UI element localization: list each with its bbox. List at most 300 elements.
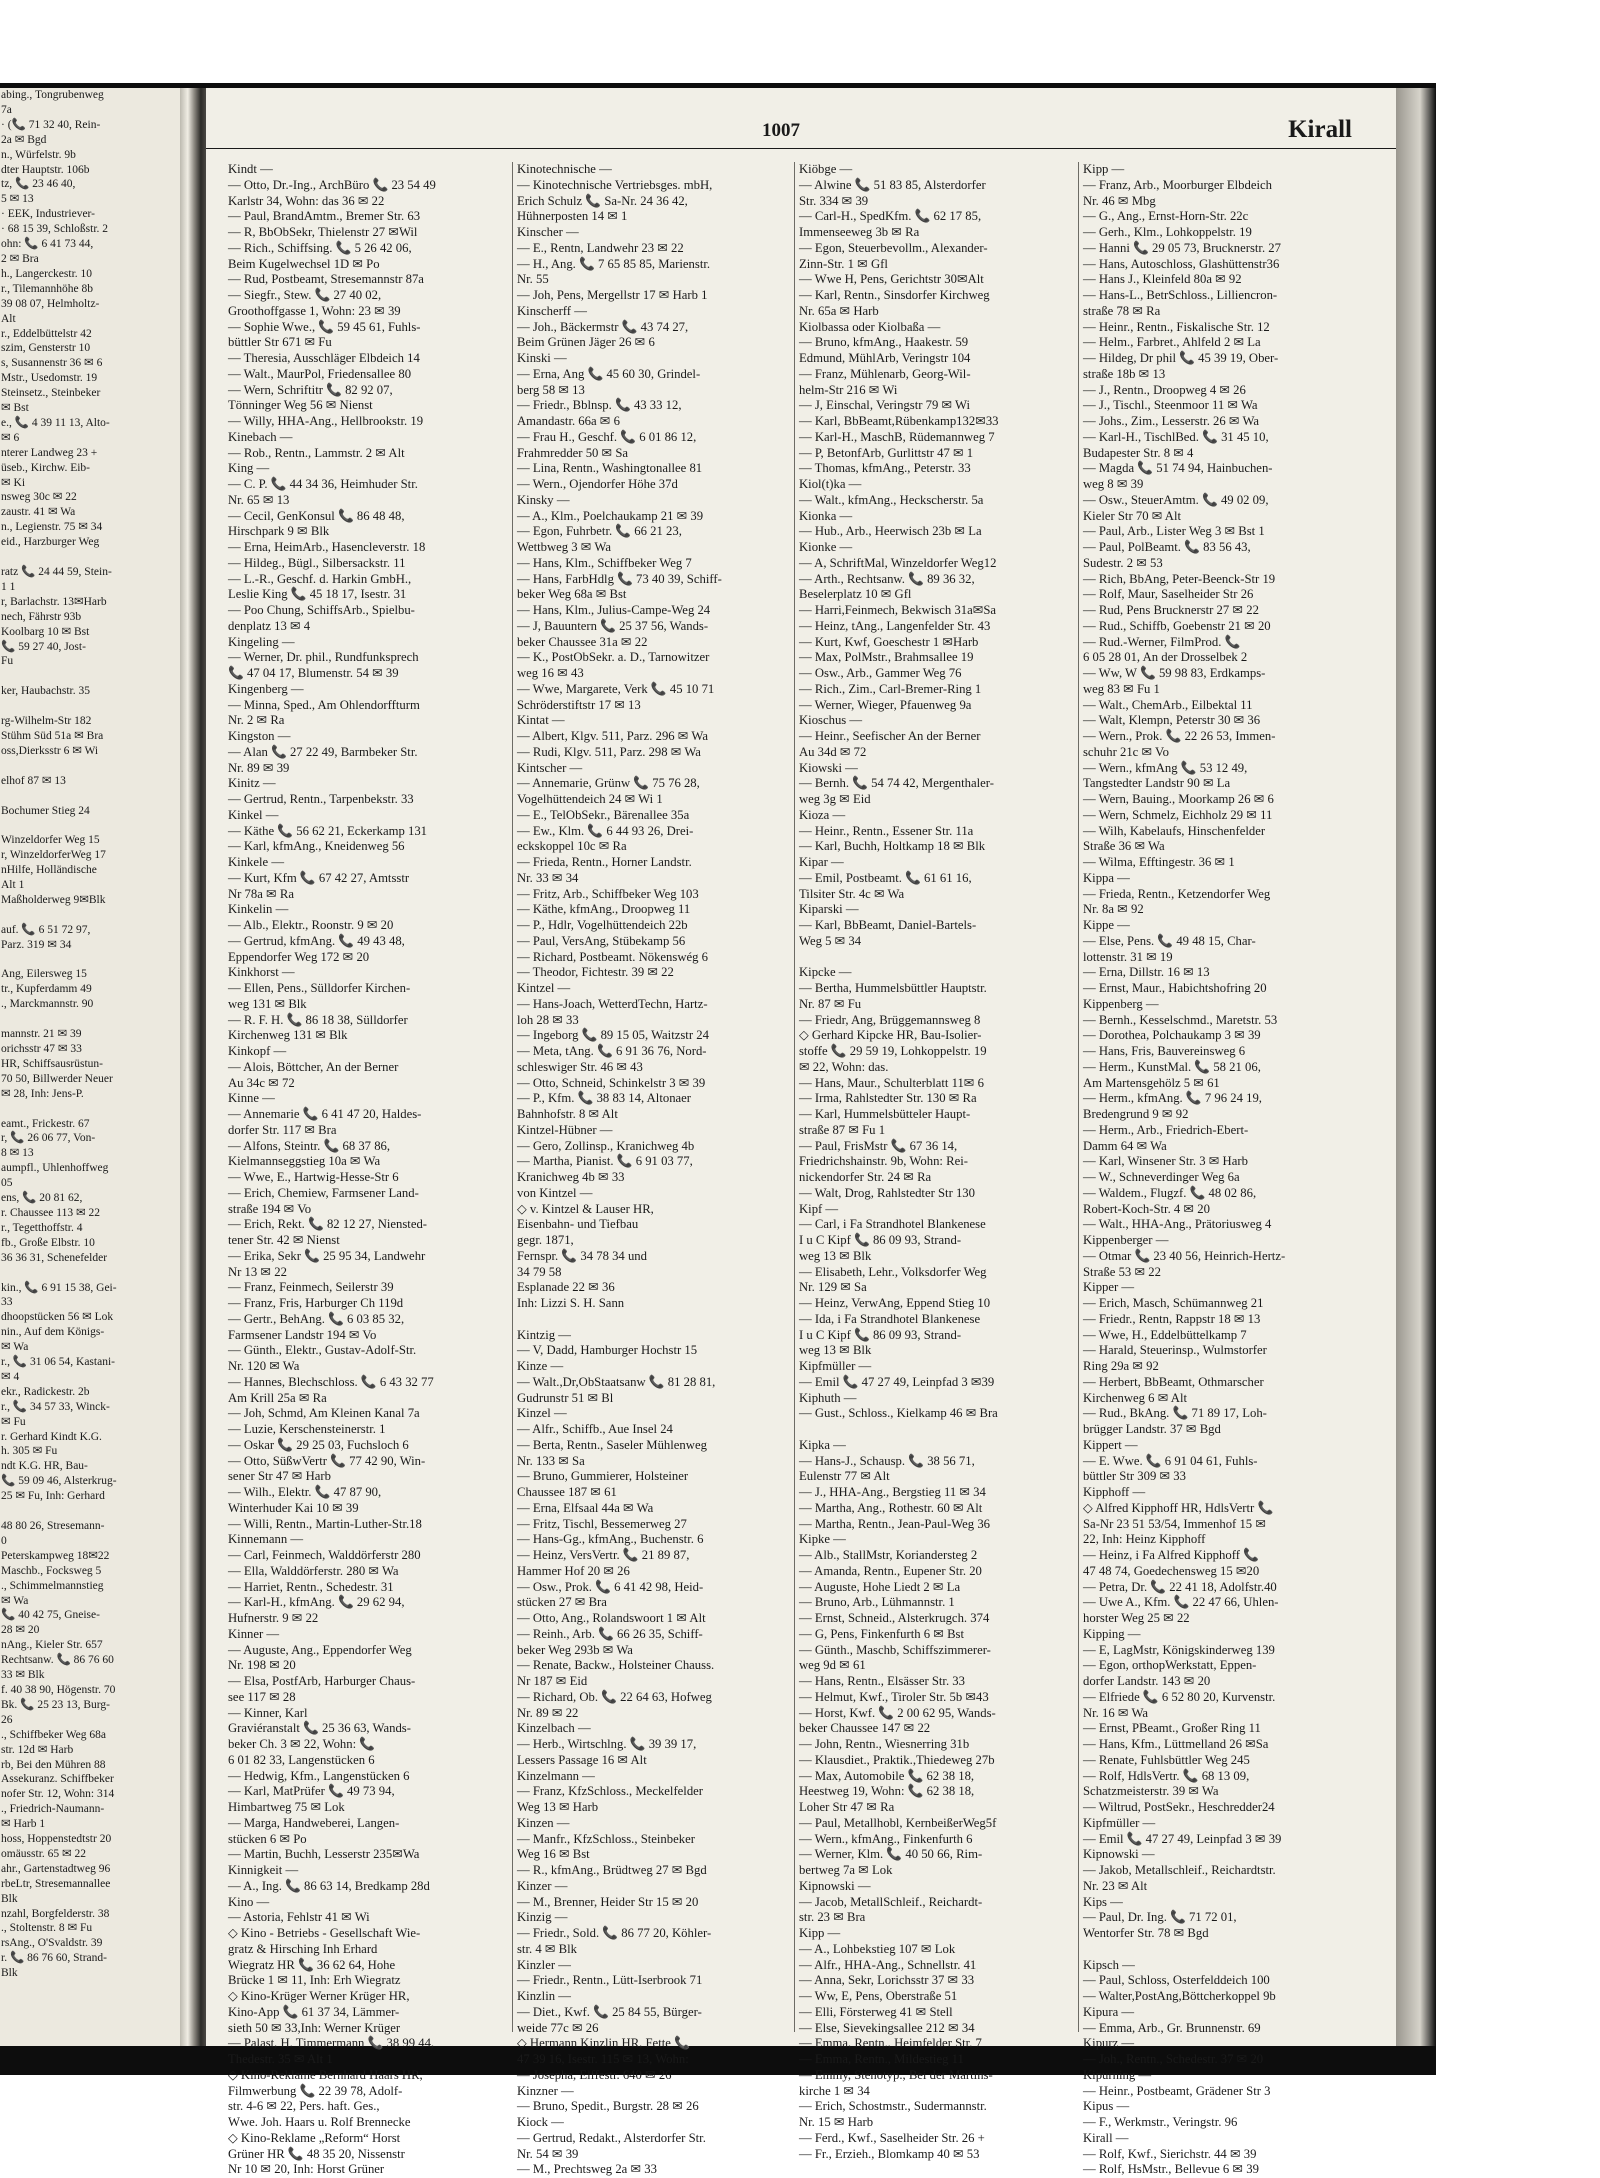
directory-entry-line: — R. F. H. 📞 86 18 38, Sülldorfer — [228, 1012, 408, 1027]
directory-entry-line: — E., TelObSekr., Bärenallee 35a — [517, 807, 690, 822]
directory-entry-line: Nr. 120 ✉ Wa — [228, 1359, 300, 1373]
directory-entry-line: Beselerplatz 10 ✉ Gfl — [799, 587, 912, 602]
previous-page-line: zaustr. 41 ✉ Wa — [1, 506, 76, 519]
directory-entry-line: — Ellen, Pens., Sülldorfer Kirchen- — [228, 981, 411, 995]
previous-page-line: Blk — [1, 1892, 18, 1905]
directory-entry-line: — Lina, Rentn., Washingtonallee 81 — [517, 461, 703, 476]
directory-entry-line: Kipphoff — — [1083, 1485, 1146, 1499]
directory-entry-line: Am Krill 25a ✉ Ra — [228, 1390, 327, 1405]
directory-entry-line: Kirall — — [1083, 2130, 1129, 2145]
directory-entry-line: — Theodor, Fichtestr. 39 ✉ 22 — [517, 965, 674, 980]
directory-entry-line: Kielmannseggstieg 10a ✉ Wa — [228, 1154, 381, 1169]
directory-entry-line: Kippenberg — — [1083, 996, 1159, 1011]
directory-entry-line: Zinn-Str. 1 ✉ Gfl — [799, 256, 888, 271]
previous-page-line: ekr., Radickestr. 2b — [1, 1385, 90, 1398]
directory-entry-line: — J., HHA-Ang., Bergstieg 11 ✉ 34 — [799, 1485, 986, 1499]
directory-entry-line: — Otto, Dr.-Ing., ArchBüro 📞 23 54 49 — [228, 177, 436, 192]
directory-entry-line: — Palast, H. Timmermann 📞 38 99 44, — [228, 2036, 435, 2051]
previous-page-line: Koolbarg 10 ✉ Bst — [1, 625, 90, 638]
directory-entry-line: denplatz 13 ✉ 4 — [228, 618, 311, 633]
directory-entry-line: Kionka — — [799, 508, 853, 523]
directory-entry-line: — Manfr., KfzSchloss., Steinbeker — [517, 1831, 695, 1846]
directory-entry-line: — Gust., Schloss., Kielkamp 46 ✉ Bra — [799, 1406, 998, 1421]
directory-entry-line: — Wern, Bauing., Moorkamp 26 ✉ 6 — [1083, 792, 1274, 806]
previous-page-line: nsweg 30c ✉ 22 — [1, 491, 77, 504]
directory-entry-line: ◇ Kino - Betriebs - Gesellschaft Wie- — [228, 1926, 421, 1940]
directory-entry-line: Kinzler — — [517, 1957, 571, 1972]
previous-page-line: 39 08 07, Helmholtz- — [1, 297, 100, 310]
directory-entry-line: — Jakob, Metallschleif., Reichardtstr. — [1083, 1863, 1276, 1877]
directory-entry-line: — K., PostObSekr. a. D., Tarnowitzer — [517, 650, 710, 665]
directory-entry-line: — Walt., ChemArb., Eilbektal 11 — [1083, 697, 1253, 712]
directory-entry-line: — Hedwig, Kfm., Langenstücken 6 — [228, 1768, 410, 1783]
directory-entry-line: — Karl, BbBeamt, Daniel-Bartels- — [799, 918, 977, 932]
directory-entry-line: büttler Str 309 ✉ 33 — [1083, 1469, 1186, 1484]
previous-page-line: n., Legienstr. 75 ✉ 34 — [1, 521, 103, 534]
previous-page-line: 1 1 — [1, 580, 16, 593]
directory-entry-line: Kippe — — [1083, 918, 1130, 932]
directory-entry-line: — Herbert, BbBeamt, Othmarscher — [1083, 1374, 1264, 1389]
directory-entry-line: — Paul, PolBeamt. 📞 83 56 43, — [1083, 540, 1251, 554]
directory-entry-line: — Wern., kfmAng 📞 53 12 49, — [1083, 760, 1248, 775]
directory-entry-line: — Karl, Hummelsbütteler Haupt- — [799, 1107, 971, 1121]
directory-entry-line: — Gertrud, Rentn., Tarpenbekstr. 33 — [228, 792, 414, 806]
previous-page-line: Parz. 319 ✉ 34 — [1, 938, 72, 951]
directory-entry-line: — Paul, FrisMstr 📞 67 36 14, — [799, 1138, 958, 1153]
directory-entry-line: Kinzlin — — [517, 1989, 571, 2003]
previous-page-line: ens, 📞 20 81 62, — [1, 1192, 83, 1205]
directory-entry-line: — Werner, Klm. 📞 40 50 66, Rim- — [799, 1847, 983, 1862]
directory-entry-line: Nr. 23 ✉ Alt — [1083, 1878, 1148, 1893]
directory-entry-line: King — — [228, 461, 270, 476]
directory-entry-line: kirche 1 ✉ 34 — [799, 2083, 870, 2098]
directory-entry-line: — Walt, Klempn, Peterstr 30 ✉ 36 — [1083, 713, 1261, 728]
directory-entry-line: — Herm., kfmAng. 📞 7 96 24 19, — [1083, 1091, 1262, 1106]
directory-entry-line: lottenstr. 31 ✉ 19 — [1083, 949, 1173, 964]
directory-entry-line: straße 194 ✉ Vo — [228, 1201, 312, 1216]
directory-entry-line: — Hildeg., Bügl., Silbersackstr. 11 — [228, 555, 406, 570]
directory-entry-line: — Berta, Rentn., Saseler Mühlenweg — [517, 1437, 707, 1452]
directory-entry-line: Kipper — — [1083, 1280, 1135, 1295]
directory-entry-line: Karlstr 34, Wohn: das 36 ✉ 22 — [228, 193, 385, 208]
previous-page-line: fb., Große Elbstr. 10 — [1, 1236, 95, 1249]
previous-page-line: nterer Landweg 23 + — [1, 446, 98, 459]
previous-page-line: Alt 1 — [1, 879, 25, 892]
directory-entry-line: — Karl, kfmAng., Kneidenweg 56 — [228, 839, 405, 854]
directory-entry-line: 📞 47 04 17, Blumenstr. 54 ✉ 39 — [228, 666, 399, 680]
previous-page-line: r., 📞 31 06 54, Kastani- — [1, 1356, 115, 1369]
directory-entry-line: — Osw., SteuerAmtm. 📞 49 02 09, — [1083, 492, 1269, 507]
directory-entry-line: Hühnerposten 14 ✉ 1 — [517, 209, 628, 224]
previous-page-line: e., 📞 4 39 11 13, Alto- — [1, 416, 110, 429]
directory-entry-line: Kingeling — — [228, 634, 295, 649]
directory-entry-line: — Frau H., Geschf. 📞 6 01 86 12, — [517, 429, 697, 444]
directory-entry-line: — Richard, Postbeamt. Nökenswég 6 — [517, 949, 708, 964]
directory-entry-line: Kipf — — [799, 1201, 839, 1216]
directory-entry-line: — Franz, Mühlenarb, Georg-Wil- — [799, 366, 971, 381]
directory-entry-line: — Anna, Sekr, Lorichsstr 37 ✉ 33 — [799, 1973, 975, 1988]
directory-entry-line: — V, Dadd, Hamburger Hochstr 15 — [517, 1343, 698, 1358]
directory-entry-line: — Alfr., HHA-Ang., Schnellstr. 41 — [799, 1957, 977, 1972]
directory-entry-line: — Ernst, Maur., Habichtshofring 20 — [1083, 981, 1267, 995]
directory-entry-line: Eulenstr 77 ✉ Alt — [799, 1469, 890, 1484]
directory-entry-line: Damm 64 ✉ Wa — [1083, 1138, 1167, 1153]
directory-entry-line: — P., Kfm. 📞 38 83 14, Altonaer — [517, 1091, 692, 1106]
directory-entry-line: Ring 29a ✉ 92 — [1083, 1359, 1159, 1373]
directory-entry-line: straße 18b ✉ 13 — [1083, 366, 1166, 381]
directory-entry-line: — Karl, Buchh, Holtkamp 18 ✉ Blk — [799, 839, 986, 854]
previous-page-line: ✉ Wa — [1, 1341, 29, 1354]
directory-entry-line: Nr. 55 — [517, 272, 549, 287]
directory-entry-line: — G, Pens, Finkenfurth 6 ✉ Bst — [799, 1626, 964, 1641]
directory-entry-line: beker Weg 68a ✉ Bst — [517, 587, 627, 602]
previous-page-line: dhoopstücken 56 ✉ Lok — [1, 1311, 114, 1324]
directory-entry-line: Kiol(t)ka — — [799, 477, 862, 491]
directory-entry-line: Hammer Hof 20 ✉ 26 — [517, 1563, 630, 1578]
directory-entry-line: Wiegratz HR 📞 36 62 64, Hohe — [228, 1957, 396, 1972]
directory-entry-line: — Rolf, HdlsVertr. 📞 68 13 09, — [1083, 1768, 1250, 1783]
directory-entry-line: horster Weg 25 ✉ 22 — [1083, 1611, 1190, 1625]
directory-entry-line: Eisenbahn- und Tiefbau — [517, 1217, 639, 1232]
directory-entry-line: Kiock — — [517, 2115, 564, 2129]
directory-entry-line: — R., kfmAng., Brüdtweg 27 ✉ Bgd — [517, 1863, 707, 1877]
directory-entry-line: Immenseeweg 3b ✉ Ra — [799, 225, 920, 239]
directory-entry-line: Chaussee 187 ✉ 61 — [517, 1485, 617, 1499]
directory-entry-line: Nr. 15 ✉ Harb — [799, 2115, 874, 2129]
directory-entry-line: — Hanni 📞 29 05 73, Brucknerstr. 27 — [1083, 240, 1281, 255]
directory-entry-line: tener Str. 42 ✉ Nienst — [228, 1233, 340, 1247]
directory-entry-line: — Heinr., Rentn., Fiskalische Str. 12 — [1083, 319, 1270, 334]
directory-entry-line: — Wwe H, Pens, Gerichtstr 30✉Alt — [799, 272, 984, 287]
directory-entry-line: Au 34d ✉ 72 — [799, 744, 867, 759]
directory-entry-line: — Karl, MatPrüfer 📞 49 73 94, — [228, 1784, 395, 1799]
directory-entry-line: Hirschpark 9 ✉ Blk — [228, 524, 330, 539]
directory-entry-line: Kinzelbach — — [517, 1721, 591, 1736]
directory-entry-line: ◇ Kino-Reklame Bernhard Haars HR, — [228, 2067, 423, 2082]
previous-page-line: f. 40 38 90, Högenstr. 70 — [1, 1683, 116, 1696]
previous-page-line: r. Chaussee 113 ✉ 22 — [1, 1206, 100, 1219]
directory-entry-line: Kiowski — — [799, 760, 858, 775]
directory-entry-line: Kinsky — — [517, 492, 570, 507]
directory-entry-line: ✉ 22, Wohn: das. — [799, 1059, 889, 1074]
directory-entry-line: — Wilh, Kabelaufs, Hinschenfelder — [1083, 823, 1266, 838]
directory-entry-line: — Klausdiet., Praktik.,Thiedeweg 27b — [799, 1752, 995, 1767]
previous-page-line — [0, 953, 180, 968]
previous-page-line: ✉ Bst — [1, 402, 29, 415]
directory-entry-line: — Magda 📞 51 74 94, Hainbuchen- — [1083, 461, 1273, 476]
directory-entry-line: — Kinner, Karl — [228, 1705, 308, 1720]
previous-page-line: 5 ✉ 13 — [1, 193, 34, 206]
previous-page-line: r, Barlachstr. 13✉Harb — [1, 595, 107, 608]
previous-page-line: r., Eddelbüttelstr 42 — [1, 327, 92, 340]
directory-entry-line: str. 23 ✉ Bra — [799, 1910, 866, 1925]
directory-entry-line: — Ww, E, Pens, Oberstraße 51 — [799, 1989, 958, 2003]
directory-entry-line: — Ww, W 📞 59 98 83, Erdkamps- — [1083, 666, 1266, 680]
directory-entry-line: — Erich, Chemiew, Farmsener Land- — [228, 1185, 419, 1200]
directory-entry-line: Nr 78a ✉ Ra — [228, 886, 294, 901]
directory-entry-line: Kinitz — — [228, 776, 276, 791]
directory-entry-line: — Walt., MaurPol, Friedensallee 80 — [228, 366, 412, 381]
directory-entry-line: Kipus — — [1083, 2099, 1130, 2114]
directory-entry-line: 22, Inh: Heinz Kipphoff — [1083, 1532, 1206, 1547]
directory-entry-line: Thedestr. 35 ✉ Alt 1 — [228, 2052, 333, 2066]
directory-entry-line: — Egon, orthopWerkstatt, Eppen- — [1083, 1658, 1257, 1673]
previous-page-line: HR, Schiffsausrüstun- — [1, 1057, 104, 1070]
previous-page-line — [0, 550, 180, 565]
directory-entry-line: Kinski — — [517, 351, 567, 365]
directory-entry-line: Kinscherff — — [517, 303, 587, 318]
directory-entry-line: — Hans, Klm., Schiffbeker Weg 7 — [517, 555, 692, 570]
directory-entry-line: Farmsener Landstr 194 ✉ Vo — [228, 1327, 377, 1342]
directory-entry-line: — Carl, i Fa Strandhotel Blankenese — [799, 1217, 986, 1232]
previous-page-line — [0, 759, 180, 774]
directory-entry-line: Kingston — — [228, 729, 291, 743]
directory-entry-line: — Rich., Zim., Carl-Bremer-Ring 1 — [799, 681, 982, 696]
directory-entry-line: schuhr 21c ✉ Vo — [1083, 744, 1169, 759]
directory-entry-line: — Meta, tAng. 📞 6 91 36 76, Nord- — [517, 1044, 707, 1058]
directory-entry-line: Heestweg 19, Wohn: 📞 62 38 18, — [799, 1784, 975, 1799]
previous-page-line: rg-Wilhelm-Str 182 — [1, 715, 92, 728]
directory-entry-line: Wettbweg 3 ✉ Wa — [517, 540, 611, 554]
directory-entry-line: Kinebach — — [228, 429, 293, 444]
previous-page-line: Ang, Eilersweg 15 — [1, 968, 87, 981]
directory-entry-line: dorfer Str. 117 ✉ Bra — [228, 1122, 337, 1137]
directory-entry-line: — Else, Pens. 📞 49 48 15, Char- — [1083, 933, 1256, 948]
previous-page-line: Bk. 📞 25 23 13, Burg- — [1, 1698, 110, 1711]
page-number: 1007 — [762, 120, 800, 141]
directory-entry-line: Nr. 65 ✉ 13 — [228, 492, 290, 507]
directory-entry-line: weg 13 ✉ Blk — [799, 1248, 872, 1263]
directory-entry-line: — Karl, Winsener Str. 3 ✉ Harb — [1083, 1154, 1248, 1169]
directory-entry-line: — Rolf, Kwf., Sierichstr. 44 ✉ 39 — [1083, 2146, 1257, 2161]
previous-page-fragment — [0, 88, 180, 2046]
previous-page-line: 📞 59 27 40, Jost- — [1, 640, 86, 653]
directory-entry-line: — Sophie Wwe., 📞 59 45 61, Fuhls- — [228, 319, 421, 334]
directory-entry-line: Nr. 89 ✉ 22 — [517, 1705, 579, 1720]
directory-entry-line: — Rolf, HsMstr., Bellevue 6 ✉ 39 — [1083, 2162, 1259, 2177]
directory-entry-line: — Ella, Walddörferstr. 280 ✉ Wa — [228, 1563, 399, 1578]
directory-entry-line: Kinnemann — — [228, 1532, 304, 1547]
previous-page-line: rbeLtr, Stresemannallee — [1, 1877, 111, 1890]
directory-entry-line: Kipnowski — — [1083, 1847, 1155, 1862]
directory-entry-line: — P., Hdlr, Vogelhüttendeich 22b — [517, 918, 688, 932]
directory-entry-line: sieth 50 ✉ 33,Inh: Werner Krüger — [228, 2020, 401, 2035]
directory-entry-line: weg 16 ✉ 43 — [517, 666, 584, 680]
previous-page-line: Assekuranz. Schiffbeker — [1, 1773, 114, 1786]
directory-entry-line: — C. P. 📞 44 34 36, Heimhuder Str. — [228, 477, 418, 491]
directory-entry-line: Winterhuder Kai 10 ✉ 39 — [228, 1500, 359, 1515]
directory-entry-line: Eppendorfer Weg 172 ✉ 20 — [228, 949, 370, 964]
previous-page-line — [0, 1102, 180, 1117]
previous-page-line: nech, Fährstr 93b — [1, 610, 82, 623]
directory-entry-line: Fernspr. 📞 34 78 34 und — [517, 1248, 647, 1263]
directory-entry-line: — Bruno, kfmAng., Haakestr. 59 — [799, 335, 969, 350]
directory-entry-line: — Emmy, Stenotyp., Bei der Martins- — [799, 2067, 993, 2082]
previous-page-line: ✉ 4 — [1, 1370, 20, 1383]
directory-entry-line: — Franz, KfzSchloss., Meckelfelder — [517, 1784, 704, 1799]
column-3 — [794, 162, 1079, 2161]
directory-entry-line: — F., Werkmstr., Veringstr. 96 — [1083, 2115, 1238, 2129]
directory-entry-line: Kipping — — [1083, 1626, 1141, 1641]
directory-entry-line: — Hans-J., Schausp. 📞 38 56 71, — [799, 1453, 975, 1468]
directory-entry-line: — Gero, Zollinsp., Kranichweg 4b — [517, 1138, 695, 1153]
directory-entry-line: Weg 13 ✉ Harb — [517, 1800, 599, 1814]
book-gutter — [180, 88, 206, 2046]
previous-page-line: ✉ Harb 1 — [1, 1818, 46, 1831]
directory-entry-line: Amandastr. 66a ✉ 6 — [517, 414, 620, 428]
directory-entry-line: weg 13 ✉ Blk — [799, 1343, 872, 1358]
directory-entry-line: gegr. 1871, — [517, 1233, 574, 1247]
directory-entry-line: straße 87 ✉ Fu 1 — [799, 1122, 886, 1137]
directory-entry-line: Straße 36 ✉ Wa — [1083, 839, 1165, 854]
directory-entry-line: Kinzig — — [517, 1910, 568, 1925]
directory-entry-line: — Erich, Rekt. 📞 82 12 27, Niensted- — [228, 1217, 428, 1232]
previous-page-line: Maschb., Focksweg 5 — [1, 1564, 102, 1577]
directory-entry-line: Kinzelmann — — [517, 1768, 595, 1783]
previous-page-line: · EEK, Industriever- — [1, 208, 95, 221]
directory-entry-line: Kintscher — — [517, 760, 583, 775]
directory-entry-line: — Ernst, Schneid., Alsterkrugch. 374 — [799, 1611, 990, 1625]
directory-entry-line: — Annemarie 📞 6 41 47 20, Haldes- — [228, 1107, 422, 1121]
directory-entry-line: weg 3g ✉ Eid — [799, 792, 871, 806]
directory-entry-line: — Egon, Steuerbevollm., Alexander- — [799, 240, 988, 255]
directory-entry-line: — Heinr., Postbeamt, Grädener Str 3 — [1083, 2083, 1271, 2098]
directory-entry-line: Kippert — — [1083, 1437, 1138, 1452]
directory-entry-line: — Hans, Kfm., Lüttmelland 26 ✉Sa — [1083, 1737, 1269, 1751]
directory-entry-line: Kioza — — [799, 807, 846, 822]
directory-entry-line: — A., Lohbekstieg 107 ✉ Lok — [799, 1941, 956, 1956]
directory-entry-line: — A, SchriftMal, Winzeldorfer Weg12 — [799, 555, 997, 570]
previous-page-line: r, WinzeldorferWeg 17 — [1, 849, 106, 862]
directory-entry-line: — Fritz, Tischl, Bessemerweg 27 — [517, 1516, 687, 1531]
directory-entry-line: — Max, Automobile 📞 62 38 18, — [799, 1768, 975, 1783]
previous-page-line: dter Hauptstr. 106b — [1, 163, 90, 176]
directory-entry-line: — Rud, Postbeamt, Stresemannstr 87a — [228, 272, 424, 287]
directory-entry-line: — Bruno, Gummierer, Holsteiner — [517, 1469, 689, 1484]
directory-entry-line: weg 83 ✉ Fu 1 — [1083, 681, 1160, 696]
previous-page-line: eamt., Frickestr. 67 — [1, 1117, 90, 1130]
directory-entry-line: — Walt., HHA-Ang., Prätoriusweg 4 — [1083, 1217, 1272, 1232]
directory-entry-line: Friedrichshainstr. 9b, Wohn: Rei- — [799, 1154, 968, 1169]
directory-entry-line: straße 78 ✉ Ra — [1083, 303, 1161, 318]
previous-page-line — [0, 789, 180, 804]
directory-entry-line: — Wilh., Elektr. 📞 47 87 90, — [228, 1485, 382, 1499]
directory-entry-line: — Gertrud, Redakt., Alsterdorfer Str. — [517, 2130, 706, 2145]
directory-entry-line: — Osw., Prok. 📞 6 41 42 98, Heid- — [517, 1579, 704, 1594]
directory-entry-line: Nr 13 ✉ 22 — [228, 1264, 287, 1279]
directory-entry-line: — Paul, Metallhobl, KernbeißerWeg5f — [799, 1815, 997, 1830]
directory-entry-line: — Rob., Rentn., Lammstr. 2 ✉ Alt — [228, 445, 405, 460]
directory-entry-line: dorfer Landstr. 143 ✉ 20 — [1083, 1674, 1211, 1688]
directory-entry-line: — Wern., Ojendorfer Höhe 37d — [517, 477, 678, 491]
directory-entry-line: — Josepha, Elffestr. 640 ✉ 26 — [517, 2067, 672, 2082]
directory-entry-line: — Bertha, Hummelsbüttler Hauptstr. — [799, 981, 987, 995]
directory-entry-line: — Alb., Elektr., Roonstr. 9 ✉ 20 — [228, 918, 394, 932]
previous-page-line: rb, Bei den Mühren 88 — [1, 1758, 106, 1771]
directory-entry-line: — W., Schneverdinger Weg 6a — [1083, 1170, 1240, 1184]
directory-entry-line: — H., Ang. 📞 7 65 85 85, Marienstr. — [517, 256, 711, 271]
previous-page-line: tr., Kupferdamm 49 — [1, 983, 92, 996]
directory-entry-line: Kinzner — — [517, 2083, 574, 2098]
directory-entry-line: Kinne — — [228, 1091, 275, 1106]
previous-page-line: ✉ Fu — [1, 1415, 26, 1428]
previous-page-line: rsAng., O'Svaldstr. 39 — [1, 1937, 103, 1950]
directory-entry-line: Nr 10 ✉ 20, Inh: Horst Grüner — [228, 2162, 385, 2177]
directory-entry-line: — Wern, Schmelz, Eichholz 29 ✉ 11 — [1083, 807, 1273, 822]
directory-entry-line: — Wern., Prok. 📞 22 26 53, Immen- — [1083, 729, 1276, 743]
directory-entry-line: — Bruno, Spedit., Burgstr. 28 ✉ 26 — [517, 2099, 699, 2114]
directory-entry-line: Nr. 8a ✉ 92 — [1083, 902, 1144, 917]
directory-entry-line: — A., Klm., Poelchaukamp 21 ✉ 39 — [517, 508, 704, 523]
directory-entry-line: — Wwe, Margarete, Verk 📞 45 10 71 — [517, 681, 715, 696]
previous-page-line: eid., Harzburger Weg — [1, 536, 100, 549]
directory-entry-line: Kinzer — — [517, 1878, 568, 1893]
directory-entry-line: Am Martensgehölz 5 ✉ 61 — [1083, 1075, 1220, 1090]
directory-entry-line: — Franz, Arb., Moorburger Elbdeich — [1083, 177, 1272, 192]
directory-entry-line: — Bernh., Kesselschmd., Maretstr. 53 — [1083, 1012, 1278, 1027]
previous-page-line — [0, 1504, 180, 1519]
previous-page-line: r., 📞 34 57 33, Winck- — [1, 1400, 110, 1413]
directory-entry-line: — Wern, Schriftitr 📞 82 92 07, — [228, 382, 393, 397]
directory-entry-line: — Joh., Bäckermstr 📞 43 74 27, — [517, 319, 689, 334]
directory-entry-line: — Heinz, VersVertr. 📞 21 89 87, — [517, 1548, 690, 1562]
directory-entry-line: — Oskar 📞 29 25 03, Fuchsloch 6 — [228, 1437, 409, 1452]
directory-entry-line: — Siegfr., Stew. 📞 27 40 02, — [228, 288, 382, 302]
previous-page-line: auf. 📞 6 51 72 97, — [1, 923, 91, 936]
directory-entry-line: Beim Kugelwechsel 1D ✉ Po — [228, 256, 380, 271]
previous-page-line: Steinsetz., Steinbeker — [1, 387, 101, 400]
directory-entry-line: Kiöbge — — [799, 162, 853, 176]
directory-entry-line: Nr. 2 ✉ Ra — [228, 713, 285, 728]
directory-entry-line: — Joh., Rentn., Schedestr. 37 ✉ 20 — [1083, 2052, 1264, 2066]
directory-entry-line: Str. 334 ✉ 39 — [799, 193, 869, 208]
directory-entry-line: Nr. 46 ✉ Mbg — [1083, 193, 1156, 208]
directory-entry-line: ◇ Kino-Krüger Werner Krüger HR, — [228, 1989, 410, 2003]
directory-entry-line: bertweg 7a ✉ Lok — [799, 1863, 893, 1877]
directory-entry-line: — G., Ang., Ernst-Horn-Str. 22c — [1083, 209, 1249, 224]
directory-entry-line: — Diet., Kwf. 📞 25 84 55, Bürger- — [517, 2004, 702, 2019]
directory-entry-line: Kinkelin — — [228, 902, 289, 917]
previous-page-line: ndt K.G. HR, Bau- — [1, 1460, 88, 1473]
directory-entry-line: — Egon, Fuhrbetr. 📞 66 21 23, — [517, 524, 682, 539]
directory-entry-line: Kipsch — — [1083, 1957, 1135, 1972]
directory-entry-line: Kipke — — [799, 1532, 846, 1547]
directory-entry-line: von Kintzel — — [517, 1185, 593, 1200]
directory-entry-line: Hufnerstr. 9 ✉ 22 — [228, 1611, 319, 1625]
previous-page-line: Blk — [1, 1967, 18, 1980]
directory-entry-line: — Hans-L., BetrSchloss., Lilliencron- — [1083, 288, 1278, 302]
directory-entry-line: — Emma, Rentn., Mildestieg 11 — [799, 2052, 964, 2066]
directory-entry-line: — Walt.,Dr,ObStaatsanw 📞 81 28 81, — [517, 1374, 716, 1389]
directory-entry-line: — Paul, VersAng, Stübekamp 56 — [517, 933, 686, 948]
directory-entry-line: beker Chaussee 147 ✉ 22 — [799, 1721, 931, 1736]
directory-entry-line: Kinner — — [228, 1626, 280, 1641]
directory-entry-line: Kips — — [1083, 1894, 1123, 1909]
directory-entry-line: Kinze — — [517, 1359, 564, 1373]
directory-entry-line: — Carl, Feinmech, Walddörferstr 280 — [228, 1548, 421, 1562]
directory-entry-line: — Hildeg, Dr phil 📞 45 39 19, Ober- — [1083, 351, 1279, 365]
directory-entry-line: Kirchenweg 131 ✉ Blk — [228, 1028, 348, 1043]
directory-entry-line: — Otto, Ang., Rolandswoort 1 ✉ Alt — [517, 1611, 706, 1625]
directory-entry-line: — Emil 📞 47 27 49, Leinpfad 3 ✉39 — [799, 1374, 995, 1389]
directory-entry-line: — Rud., Schiffb, Goebenstr 21 ✉ 20 — [1083, 618, 1271, 633]
directory-entry-line: — Ingeborg 📞 89 15 05, Waitzstr 24 — [517, 1028, 709, 1043]
previous-page-line: 26 — [1, 1713, 13, 1726]
directory-entry-line: — Hans, Maur., Schulterblatt 11✉ 6 — [799, 1075, 984, 1090]
previous-page-line: Alt — [1, 312, 16, 325]
previous-page-line: abing., Tongrubenweg — [1, 89, 104, 101]
directory-entry-line: — Otto, SüßwVertr 📞 77 42 90, Win- — [228, 1453, 426, 1468]
